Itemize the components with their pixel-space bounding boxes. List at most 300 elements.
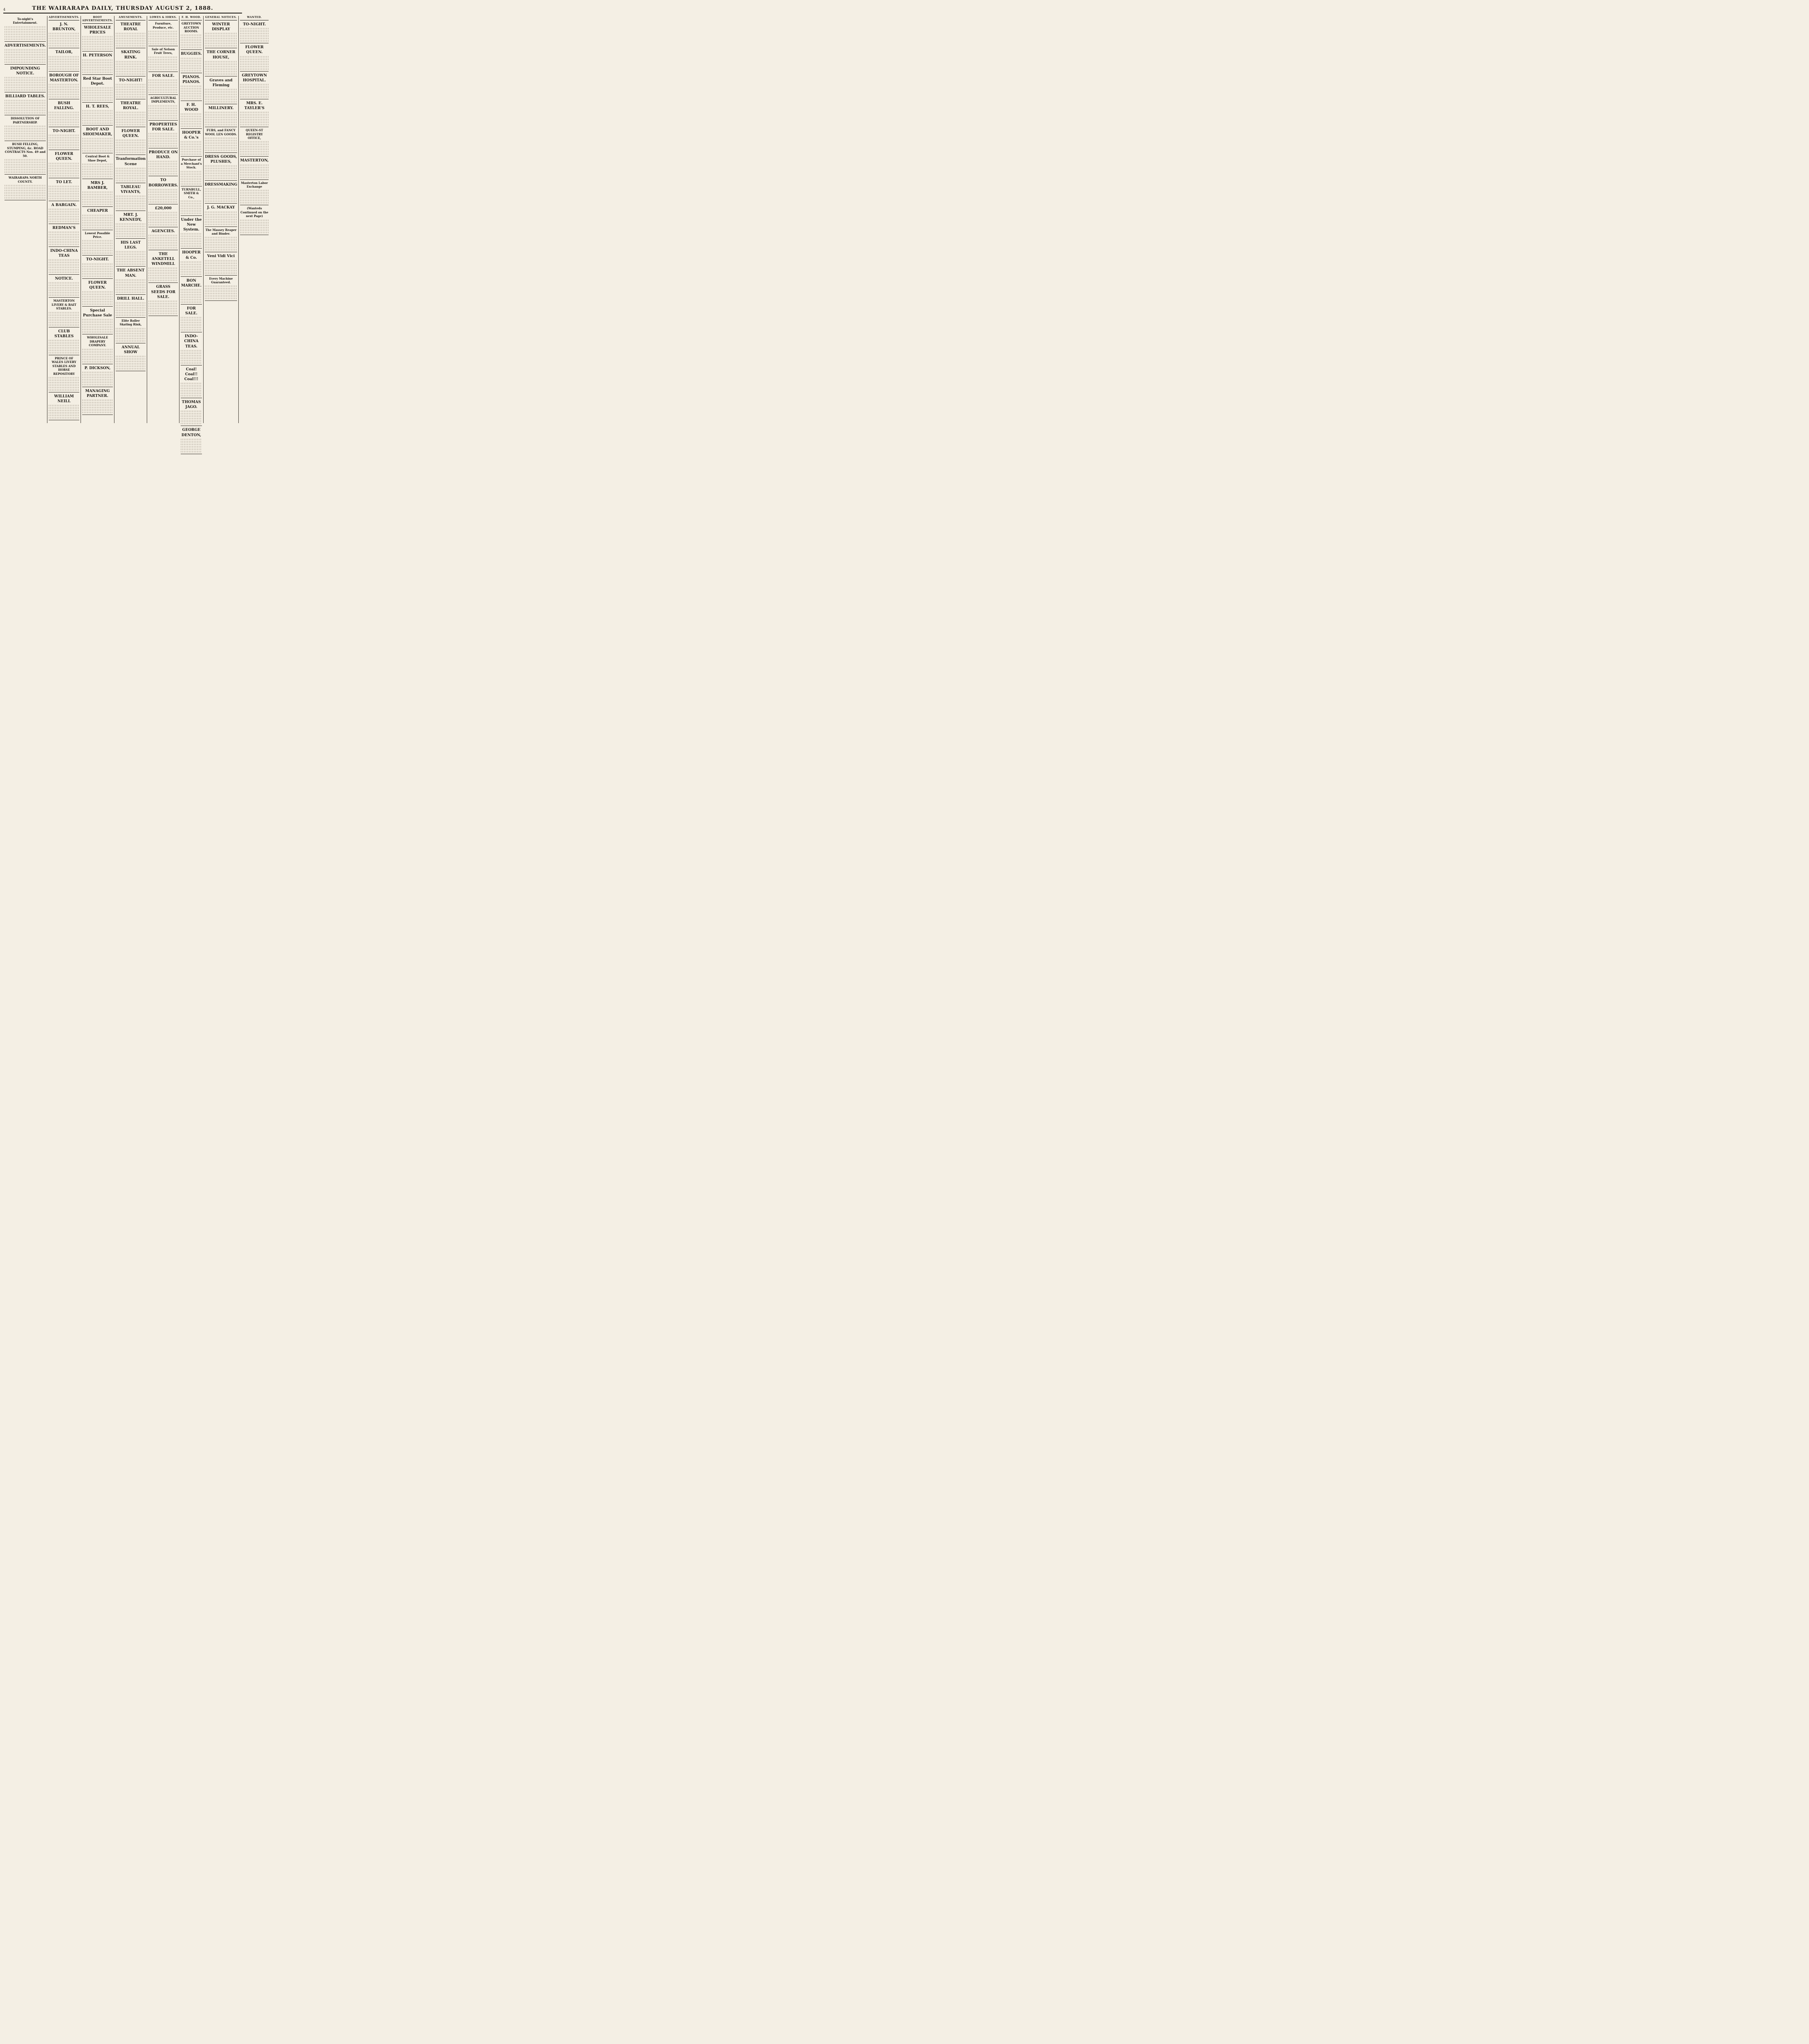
text-line [82, 402, 113, 403]
text-line [116, 94, 146, 95]
text-line [240, 94, 269, 95]
text-line [49, 198, 79, 199]
text-line [82, 222, 113, 224]
text-line [82, 62, 113, 63]
text-line [240, 121, 269, 123]
ad-heading: WHOLESALE DRAPERY COMPANY. [87, 336, 108, 347]
text-line [148, 201, 178, 203]
ad-body-placeholder [148, 161, 178, 175]
ad-heading: THE ANKETELL WINDMILL [151, 252, 175, 267]
text-line [181, 118, 202, 120]
text-line [240, 148, 269, 150]
text-line [116, 279, 146, 281]
text-line [49, 216, 79, 217]
text-line [181, 44, 202, 46]
text-line [205, 101, 238, 103]
ad-heading: FOR SALE. [185, 307, 197, 316]
ad-body-placeholder [181, 383, 202, 397]
ad-heading: HIS LAST LEGS. [121, 241, 141, 250]
ad-heading: Special Purchase Sale [83, 308, 112, 318]
text-line [82, 291, 113, 293]
ad-body-placeholder [82, 349, 113, 363]
text-line [148, 222, 178, 223]
text-line [240, 172, 269, 173]
text-line [49, 405, 79, 406]
text-line [205, 272, 238, 274]
text-line [205, 66, 238, 67]
text-line [240, 143, 269, 145]
text-line [181, 126, 202, 127]
text-line [181, 171, 202, 173]
text-line [49, 33, 79, 34]
text-line [82, 201, 113, 203]
text-line [116, 112, 146, 113]
text-line [82, 384, 113, 385]
text-line [205, 94, 238, 95]
text-line [49, 68, 79, 70]
text-line [205, 211, 238, 213]
text-line [49, 412, 79, 414]
ad-divider [205, 203, 238, 204]
text-line [181, 88, 202, 90]
column-heading: BOOT ADVERTISEMENTS. [82, 16, 113, 24]
ad-body-placeholder [116, 33, 146, 47]
text-line [148, 237, 178, 239]
text-line [116, 253, 146, 255]
text-line [181, 203, 202, 204]
ad-heading: WILLIAM NEILL [54, 394, 74, 404]
text-line [181, 98, 202, 99]
text-line [82, 43, 113, 45]
ad-body-placeholder [49, 405, 79, 419]
text-line [148, 191, 178, 193]
ad-heading: PROPERTIES FOR SALE. [149, 122, 177, 132]
text-line [181, 317, 202, 318]
ad-divider [205, 275, 238, 276]
text-line [240, 197, 269, 199]
text-line [181, 329, 202, 331]
text-line [4, 192, 46, 194]
text-line [205, 140, 238, 141]
text-line [205, 99, 238, 100]
text-line [205, 142, 238, 144]
text-line [116, 173, 146, 174]
text-line [116, 235, 146, 237]
text-line [148, 217, 178, 218]
text-line [49, 236, 79, 238]
text-line [148, 242, 178, 244]
ad-body-placeholder [181, 289, 202, 303]
text-line [49, 269, 79, 271]
text-line [4, 169, 46, 170]
text-line [116, 233, 146, 235]
text-line [116, 86, 146, 88]
ad-heading: TO BORROWERS. [148, 178, 178, 188]
ad-body-placeholder [82, 399, 113, 413]
text-line [49, 350, 79, 351]
text-line [205, 71, 238, 72]
text-line [116, 139, 146, 141]
ad-divider [116, 266, 146, 267]
text-line [116, 144, 146, 146]
text-line [4, 171, 46, 173]
text-line [49, 89, 79, 90]
text-line [181, 39, 202, 41]
text-line [116, 256, 146, 258]
text-line [240, 124, 269, 126]
text-line [82, 301, 113, 303]
ad-body-placeholder [181, 171, 202, 185]
text-line [116, 287, 146, 288]
text-line [4, 138, 46, 139]
text-line [181, 448, 202, 450]
text-line [240, 40, 269, 42]
text-line [240, 86, 269, 88]
text-line [205, 124, 238, 126]
text-line [4, 79, 46, 81]
ad-heading: IMPOUNDING NOTICE. [10, 67, 40, 76]
ad-body-placeholder [205, 165, 238, 179]
text-line [49, 347, 79, 349]
ad-heading: Coal! Coal!! Coal!!! [184, 367, 199, 381]
ad-body-placeholder [181, 317, 202, 331]
text-line [49, 61, 79, 63]
text-line [148, 267, 178, 269]
text-line [4, 56, 46, 58]
column-heading: GENERAL NOTICES. [205, 16, 238, 20]
text-line [82, 242, 113, 244]
text-line [181, 70, 202, 72]
ad-body-placeholder [205, 33, 238, 47]
text-line [82, 381, 113, 383]
text-line [116, 84, 146, 85]
ad-heading: MRS J. BAMBER, [87, 181, 108, 191]
text-line [181, 319, 202, 321]
ad-body-placeholder [82, 164, 113, 177]
ad-body-placeholder [82, 138, 113, 152]
text-line [82, 271, 113, 272]
ad-divider [148, 282, 178, 283]
text-line [82, 412, 113, 413]
text-line [181, 420, 202, 422]
text-line [49, 137, 79, 139]
column-6 [179, 16, 203, 437]
ad-body-placeholder [240, 112, 269, 126]
ad-body-placeholder [4, 49, 46, 63]
text-line [49, 124, 79, 126]
text-line [4, 185, 46, 186]
ad-heading: GREYTOWN AUCTION ROOMS. [182, 22, 201, 33]
text-line [181, 291, 202, 293]
text-line [49, 324, 79, 326]
text-line [82, 404, 113, 406]
text-line [240, 167, 269, 168]
text-line [205, 173, 238, 174]
text-line [49, 259, 79, 261]
text-line [205, 219, 238, 220]
text-line [181, 352, 202, 354]
text-line [49, 382, 79, 383]
ad-body-placeholder [4, 100, 46, 114]
text-line [49, 218, 79, 220]
text-line [148, 235, 178, 236]
column-2 [47, 16, 81, 423]
ad-divider [82, 206, 113, 207]
text-line [240, 164, 269, 166]
text-line [205, 61, 238, 63]
text-line [49, 86, 79, 88]
ad-body-placeholder [205, 112, 238, 126]
ad-body-placeholder [181, 141, 202, 155]
text-line [181, 235, 202, 237]
ad-heading: TO LET. [56, 180, 72, 184]
ad-heading: H. T. REES, [85, 104, 110, 109]
text-line [181, 47, 202, 48]
ad-body-placeholder [116, 84, 146, 98]
text-line [181, 42, 202, 43]
text-line [82, 361, 113, 363]
masthead [3, 3, 242, 13]
ad-body-placeholder [82, 263, 113, 277]
ad-heading: TO-NIGHT. [86, 258, 109, 262]
ad-body-placeholder [116, 223, 146, 237]
ad-body-placeholder [49, 231, 79, 245]
text-line [116, 66, 146, 67]
ad-heading: THEATRE ROYAL [120, 22, 141, 32]
text-line [205, 145, 238, 146]
text-line [181, 245, 202, 247]
text-line [240, 202, 269, 204]
text-line [148, 277, 178, 279]
text-line [240, 89, 269, 90]
text-line [148, 87, 178, 88]
ad-heading: P. DICKSON, [84, 366, 111, 370]
ad-body-placeholder [116, 328, 146, 342]
text-line [116, 114, 146, 116]
ad-heading: BUSH FALLING. [54, 101, 74, 110]
text-line [82, 176, 113, 177]
text-line [181, 299, 202, 300]
text-line [116, 43, 146, 44]
ad-body-placeholder [148, 31, 178, 45]
text-line [82, 298, 113, 300]
text-line [205, 288, 238, 289]
ad-heading: GEORGE DENTON, [181, 428, 202, 437]
text-line [181, 413, 202, 415]
ad-heading: Veni Vidi Vici [207, 254, 235, 259]
ad-divider [4, 64, 46, 65]
text-line [116, 175, 146, 177]
ad-heading: Sale of Nelson Fruit Trees, [152, 47, 175, 55]
text-line [116, 91, 146, 93]
text-line [4, 195, 46, 196]
text-line [181, 58, 202, 59]
text-line [205, 45, 238, 47]
text-line [82, 356, 113, 358]
text-line [181, 151, 202, 152]
text-line [148, 135, 178, 137]
text-line [240, 232, 269, 233]
text-line [148, 275, 178, 276]
text-line [205, 63, 238, 65]
text-line [82, 263, 113, 265]
text-line [116, 152, 146, 153]
ad-divider [116, 238, 146, 239]
text-line [82, 92, 113, 94]
text-line [82, 227, 113, 229]
ad-body-placeholder [4, 26, 46, 40]
ad-heading: THEATRE ROYAL. [120, 101, 141, 110]
text-line [82, 273, 113, 275]
text-line [82, 349, 113, 350]
text-line [82, 48, 113, 50]
text-line [148, 305, 178, 307]
text-line [116, 149, 146, 151]
ad-heading: WHOLESALE PRICES [84, 26, 111, 35]
text-line [240, 177, 269, 178]
ad-heading: Red Star Boot Depot. [83, 76, 112, 86]
ad-heading: BOOT AND SHOEMAKER, [83, 128, 112, 137]
ad-heading: Under the New System. [181, 218, 202, 232]
text-line [240, 141, 269, 143]
ad-body-placeholder [82, 110, 113, 124]
ad-divider [4, 41, 46, 42]
text-line [49, 114, 79, 116]
text-line [49, 173, 79, 174]
ad-heading: THOMAS JAGO. [182, 400, 201, 410]
text-line [181, 266, 202, 268]
text-line [49, 294, 79, 296]
ad-heading: PIANOS. PIANOS. [182, 75, 200, 84]
text-line [49, 417, 79, 419]
text-line [205, 298, 238, 299]
text-line [240, 174, 269, 176]
text-line [205, 216, 238, 218]
ad-body-placeholder [116, 61, 146, 75]
text-line [240, 30, 269, 32]
text-line [181, 362, 202, 364]
text-line [148, 56, 178, 58]
text-line [82, 173, 113, 175]
text-line [181, 439, 202, 440]
text-line [4, 77, 46, 78]
ad-body-placeholder [205, 260, 238, 274]
ad-heading: WINTER DISPLAY [212, 22, 230, 32]
ad-divider [148, 94, 178, 95]
ad-body-placeholder [181, 200, 202, 214]
text-line [205, 265, 238, 267]
ad-body-placeholder [4, 185, 46, 199]
text-line [181, 153, 202, 155]
text-line [240, 227, 269, 229]
ad-body-placeholder [205, 89, 238, 103]
text-line [116, 121, 146, 123]
text-line [116, 340, 146, 342]
text-line [181, 238, 202, 240]
ad-heading: Lowest Possible Price. [85, 231, 110, 239]
text-line [116, 358, 146, 360]
text-line [49, 377, 79, 379]
text-line [49, 231, 79, 233]
text-line [181, 60, 202, 62]
ad-heading: FLOWER QUEEN. [121, 129, 140, 139]
text-line [205, 137, 238, 139]
ad-heading: THE CORNER HOUSE, [206, 50, 235, 60]
text-line [148, 214, 178, 216]
text-line [82, 87, 113, 89]
ad-body-placeholder [49, 84, 79, 98]
text-line [49, 271, 79, 273]
text-line [49, 38, 79, 39]
text-line [116, 168, 146, 169]
text-line [181, 360, 202, 361]
ad-body-placeholder [82, 291, 113, 305]
text-line [116, 282, 146, 283]
ad-body-placeholder [82, 240, 113, 254]
text-line [181, 294, 202, 296]
text-line [4, 190, 46, 191]
text-line [4, 107, 46, 109]
text-line [205, 239, 238, 241]
ad-body-placeholder [148, 300, 178, 314]
text-line [116, 89, 146, 90]
text-line [181, 357, 202, 359]
text-line [181, 243, 202, 244]
text-line [205, 244, 238, 246]
text-line [116, 96, 146, 98]
text-line [205, 89, 238, 90]
ad-body-placeholder [181, 233, 202, 247]
text-line [181, 173, 202, 175]
text-line [116, 223, 146, 225]
column-3 [81, 16, 114, 423]
ad-divider [181, 49, 202, 50]
ad-divider [181, 248, 202, 249]
text-line [181, 205, 202, 207]
text-line [4, 29, 46, 30]
text-line [205, 177, 238, 179]
text-line [49, 119, 79, 121]
text-line [82, 217, 113, 219]
text-line [116, 305, 146, 306]
text-line [4, 130, 46, 132]
ad-body-placeholder [82, 372, 113, 385]
text-line [82, 266, 113, 267]
ad-heading: FLOWER QUEEN. [88, 280, 107, 290]
ad-body-placeholder [148, 212, 178, 226]
text-line [82, 168, 113, 170]
ad-divider [82, 255, 113, 256]
text-line [181, 208, 202, 209]
text-line [148, 194, 178, 195]
text-line [82, 194, 113, 195]
ad-heading: INDO-CHINA TEAS. [184, 334, 199, 349]
ad-divider [240, 179, 269, 180]
text-line [205, 147, 238, 149]
text-line [240, 119, 269, 121]
text-line [4, 159, 46, 161]
text-line [205, 221, 238, 223]
text-line [240, 28, 269, 29]
text-line [49, 289, 79, 291]
text-line [181, 324, 202, 326]
text-line [181, 289, 202, 291]
ad-body-placeholder [181, 350, 202, 364]
ad-heading: Furniture, Produce, etc. [152, 22, 174, 29]
text-line [205, 35, 238, 37]
ad-body-placeholder [240, 164, 269, 178]
text-line [82, 331, 113, 333]
